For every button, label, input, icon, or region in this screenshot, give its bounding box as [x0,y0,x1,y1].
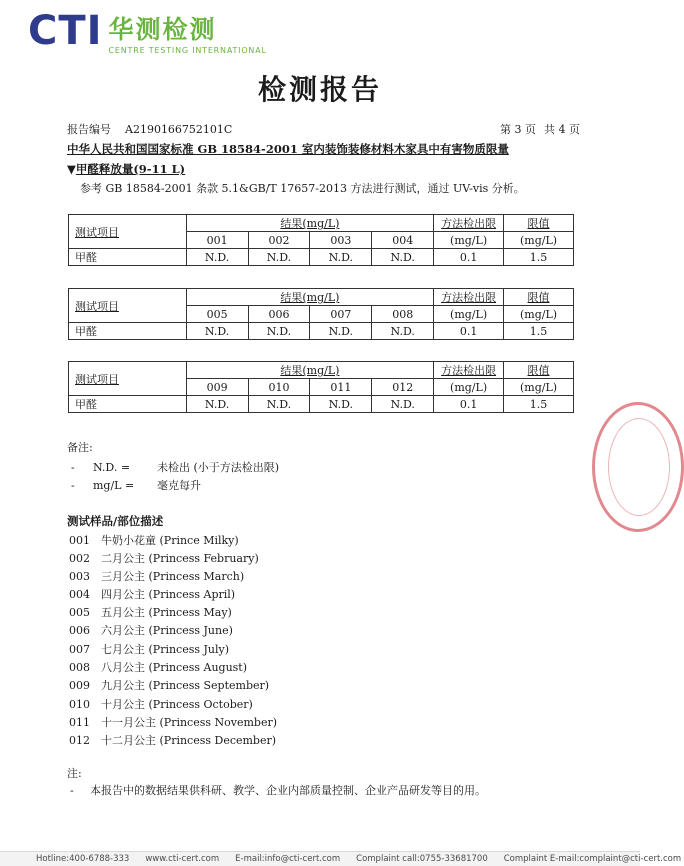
list-item [69,532,239,548]
header-limit: 限值 [504,289,574,306]
sample-code: 005 [69,606,90,619]
sample-desc: 七月公主 (Princess July) [101,643,230,656]
sample-id: 011 [310,379,372,396]
note-value: 未检出 (小于方法检出限) [157,461,280,474]
sample-id: 001 [186,232,248,249]
sample-desc: 八月公主 (Princess August) [101,661,248,674]
sample-code: 004 [69,588,90,601]
limit-value: 1.5 [504,396,574,413]
footer-complaint-email-link[interactable]: Complaint E-mail:complaint@cti-cert.com [503,854,682,864]
results-table-2 [68,288,574,340]
sample-id: 004 [372,232,434,249]
limit-value: 1.5 [504,323,574,340]
sample-code: 002 [69,552,90,565]
logo-chinese-name: 华测检测 [108,15,217,44]
result-value: N.D. [310,323,372,340]
header-mdl-unit: (mg/L) [434,306,504,323]
results-table-1 [68,214,574,266]
sample-desc: 二月公主 (Princess February) [101,552,259,565]
sample-id: 010 [248,379,310,396]
header-mdl: 方法检出限 [434,289,504,306]
table-row [69,249,574,266]
result-value: N.D. [186,323,248,340]
sample-code: 009 [69,679,90,692]
company-logo [28,8,267,60]
test-item: 甲醛 [69,249,187,266]
mdl-value: 0.1 [434,323,504,340]
sample-code: 010 [69,698,90,711]
standard-title: 中华人民共和国国家标准 GB 18584-2001 室内装饰装修材料木家具中有害物质限量 [67,142,509,156]
results-table-3 [68,361,574,413]
header-result: 结果(mg/L) [186,215,434,232]
mdl-value: 0.1 [434,396,504,413]
sample-desc: 五月公主 (Princess May) [101,606,232,619]
list-item [69,622,233,638]
result-value: N.D. [310,249,372,266]
note-key: mg/L = [93,479,135,492]
result-value: N.D. [372,396,434,413]
result-value: N.D. [248,396,310,413]
section-marker: ▼ [67,162,76,176]
note-key: N.D. = [93,461,131,474]
test-item: 甲醛 [69,323,187,340]
report-number: A2190166752101C [125,123,233,136]
sample-id: 009 [186,379,248,396]
sample-desc: 六月公主 (Princess June) [101,624,233,637]
list-item [69,586,235,602]
footer-email-link[interactable]: E-mail:info@cti-cert.com [235,854,341,864]
sample-desc: 四月公主 (Princess April) [101,588,236,601]
header-test-item: 测试项目 [69,289,187,323]
sample-id: 002 [248,232,310,249]
footer-website-link[interactable]: www.cti-cert.com [145,854,220,864]
sample-code: 006 [69,624,90,637]
result-value: N.D. [248,323,310,340]
sample-code: 001 [69,534,90,547]
sample-id: 003 [310,232,372,249]
result-value: N.D. [372,323,434,340]
footer-complaint-call: Complaint call:0755-33681700 [356,854,488,864]
page-footer [0,851,682,866]
sample-id: 005 [186,306,248,323]
sample-id: 007 [310,306,372,323]
header-result: 结果(mg/L) [186,362,434,379]
sample-desc: 三月公主 (Princess March) [101,570,245,583]
report-meta [67,121,580,137]
note-dash: - [71,479,75,492]
final-note-text: 本报告中的数据结果供科研、教学、企业内部质量控制、企业产品研发等目的用。 [90,784,486,797]
result-value: N.D. [248,249,310,266]
sample-code: 003 [69,570,90,583]
result-value: N.D. [310,396,372,413]
result-value: N.D. [186,249,248,266]
footer-hotline: Hotline:400-6788-333 [36,854,130,864]
header-test-item: 测试项目 [69,215,187,249]
header-test-item: 测试项目 [69,362,187,396]
list-item [69,732,276,748]
list-item [69,677,269,693]
header-limit-unit: (mg/L) [504,306,574,323]
sample-desc: 十一月公主 (Princess November) [101,716,278,729]
sample-code: 007 [69,643,90,656]
final-note-dash: - [70,784,74,797]
table-row [69,323,574,340]
final-note [70,782,486,798]
header-limit: 限值 [504,362,574,379]
sample-id: 008 [372,306,434,323]
list-item [69,604,232,620]
sample-code: 011 [69,716,90,729]
note-dash: - [71,461,75,474]
header-mdl: 方法检出限 [434,362,504,379]
list-item [69,568,244,584]
header-mdl-unit: (mg/L) [434,232,504,249]
header-limit: 限值 [504,215,574,232]
section-title-text: 甲醛释放量(9-11 L) [75,162,186,176]
samples-title: 测试样品/部位描述 [67,514,164,528]
test-reference: 参考 GB 18584-2001 条款 5.1&GB/T 17657-2013 方法进行测试，通过 UV-vis 分析。 [80,182,525,195]
header-mdl-unit: (mg/L) [434,379,504,396]
note-item [71,477,201,493]
sample-id: 006 [248,306,310,323]
table-row [69,396,574,413]
sample-desc: 十月公主 (Princess October) [101,698,253,711]
note-value: 毫克每升 [157,479,201,492]
list-item [69,550,259,566]
result-value: N.D. [372,249,434,266]
note-item [71,459,279,475]
list-item [69,641,229,657]
header-limit-unit: (mg/L) [504,379,574,396]
list-item [69,659,247,675]
sample-desc: 九月公主 (Princess September) [101,679,270,692]
page-number: 第 3 页 [500,123,536,136]
official-seal-inner-ring [608,418,670,516]
report-title: 检测报告 [257,73,382,106]
list-item [69,714,277,730]
header-result: 结果(mg/L) [186,289,434,306]
header-limit-unit: (mg/L) [504,232,574,249]
limit-value: 1.5 [504,249,574,266]
sample-desc: 十二月公主 (Princess December) [101,734,277,747]
sample-id: 012 [372,379,434,396]
logo-brand: CTI [28,8,103,54]
header-mdl: 方法检出限 [434,215,504,232]
notes-label: 备注: [67,441,93,454]
test-item: 甲醛 [69,396,187,413]
logo-english-name: CENTRE TESTING INTERNATIONAL [108,46,267,55]
final-note-label: 注: [67,767,82,780]
report-number-label: 报告编号 [67,123,111,136]
page-total: 共 4 页 [544,123,580,136]
mdl-value: 0.1 [434,249,504,266]
list-item [69,696,253,712]
sample-code: 012 [69,734,90,747]
sample-code: 008 [69,661,90,674]
section-title [67,161,185,177]
sample-desc: 牛奶小花童 (Prince Milky) [101,534,239,547]
result-value: N.D. [186,396,248,413]
